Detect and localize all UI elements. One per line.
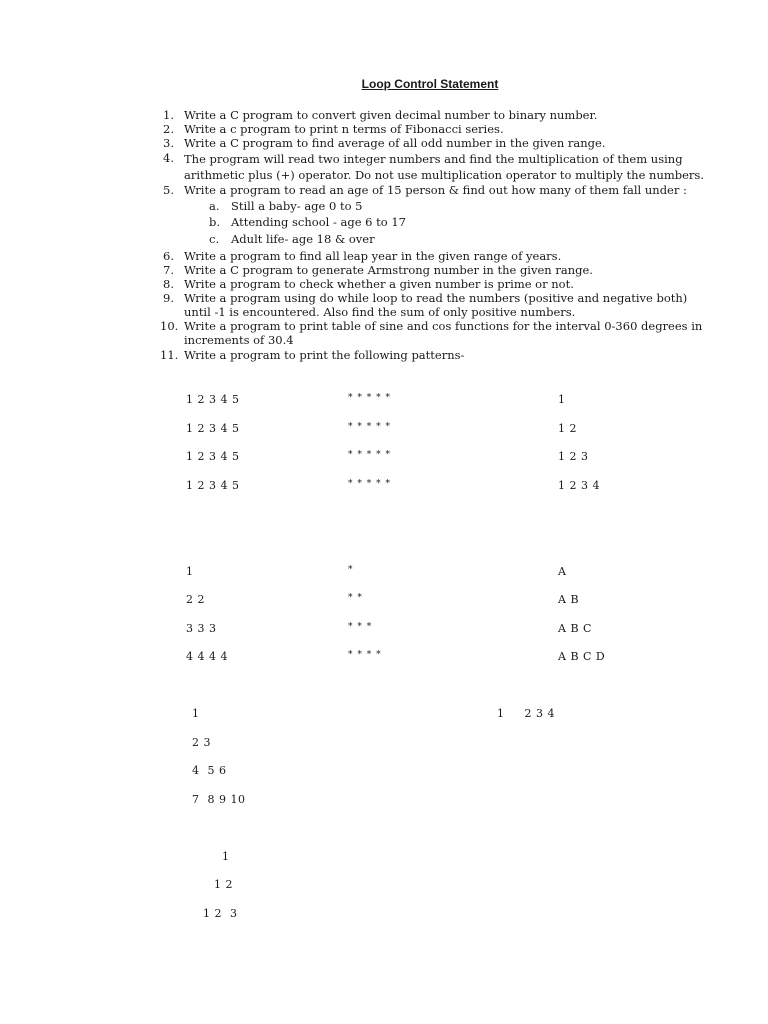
pattern-line: 1 2 3 4 5 bbox=[186, 450, 240, 463]
question-number: 5. bbox=[163, 183, 174, 197]
question-number: 10. bbox=[160, 319, 179, 333]
pattern-line: 4 4 4 4 bbox=[186, 650, 228, 663]
sub-item-text: Attending school - age 6 to 17 bbox=[231, 215, 406, 229]
question-text: Write a C program to convert given decimal number to binary number. bbox=[184, 108, 598, 122]
pattern-line: 2 2 bbox=[186, 593, 205, 606]
pattern-line: 1 bbox=[192, 707, 200, 720]
sub-item-text: Adult life- age 18 & over bbox=[231, 232, 375, 246]
page-title: Loop Control Statement bbox=[361, 77, 499, 91]
question-number: 2. bbox=[163, 122, 174, 136]
question-number: 4. bbox=[163, 151, 174, 165]
question-text: Write a program to check whether a given number is prime or not. bbox=[184, 277, 574, 291]
pattern-line: * * bbox=[348, 593, 363, 603]
question-text: Write a program to print table of sine and cos functions for the interval 0-360 degrees in increments of 30.4 bbox=[184, 319, 703, 347]
question-text: The program will read two integer numbers and find the multiplication of them using arithmetic plus (+) operator. Do not use multiplication operator to multiply the numbers. bbox=[184, 152, 704, 182]
question-text: Write a c program to print n terms of Fibonacci series. bbox=[184, 122, 504, 136]
pattern-line: A B C D bbox=[558, 650, 606, 663]
question-number: 1. bbox=[163, 108, 174, 122]
pattern-line: 1 2 3 4 5 bbox=[186, 479, 240, 492]
question-number: 3. bbox=[163, 136, 174, 150]
question-number: 8. bbox=[163, 277, 174, 291]
question-text: Write a program to print the following patterns- bbox=[184, 348, 465, 362]
sub-item-text: Still a baby- age 0 to 5 bbox=[231, 199, 363, 213]
pattern-line: 1 bbox=[222, 850, 230, 863]
question-number: 6. bbox=[163, 249, 174, 263]
question-text: Write a C program to generate Armstrong number in the given range. bbox=[184, 263, 593, 277]
pattern-line: 1 2 3 bbox=[203, 907, 238, 920]
sub-item-letter: a. bbox=[209, 199, 220, 213]
question-number: 7. bbox=[163, 263, 174, 277]
pattern-line: * * * * * bbox=[348, 393, 391, 403]
pattern-line: * * * * * bbox=[348, 450, 391, 460]
pattern-line: 1 2 3 4 bbox=[558, 479, 600, 492]
pattern-line: 7 8 9 10 bbox=[192, 793, 246, 806]
question-text: Write a C program to find average of all odd number in the given range. bbox=[184, 136, 606, 150]
pattern-line: 3 3 3 bbox=[186, 622, 217, 635]
pattern-line: 2 3 bbox=[192, 736, 211, 749]
pattern-line: 1 2 3 bbox=[558, 450, 589, 463]
pattern-line: 1 2 3 4 5 bbox=[186, 393, 240, 406]
pattern-line: A bbox=[558, 565, 567, 578]
pattern-line: 1 bbox=[558, 393, 566, 406]
pattern-line: 1 2 3 4 bbox=[497, 707, 555, 720]
pattern-line: 1 2 bbox=[558, 422, 577, 435]
pattern-line: 4 5 6 bbox=[192, 764, 227, 777]
question-number: 9. bbox=[163, 291, 174, 305]
pattern-line: 1 bbox=[186, 565, 194, 578]
pattern-line: * * * * bbox=[348, 650, 382, 660]
question-text: Write a program to read an age of 15 person & find out how many of them fall under : bbox=[184, 183, 687, 197]
pattern-line: 1 2 bbox=[214, 878, 233, 891]
pattern-line: A B bbox=[558, 593, 580, 606]
pattern-line: 1 2 3 4 5 bbox=[186, 422, 240, 435]
pattern-line: * bbox=[348, 565, 354, 575]
sub-item-letter: c. bbox=[209, 232, 220, 246]
pattern-line: * * * bbox=[348, 622, 373, 632]
pattern-line: A B C bbox=[558, 622, 592, 635]
question-text: Write a program using do while loop to read the numbers (positive and negative both) until -1 is encountered. Also find the sum of only positive numbers. bbox=[184, 291, 688, 319]
pattern-line: * * * * * bbox=[348, 422, 391, 432]
sub-item-letter: b. bbox=[209, 215, 221, 229]
pattern-line: * * * * * bbox=[348, 479, 391, 489]
question-text: Write a program to find all leap year in the given range of years. bbox=[184, 249, 562, 263]
question-number: 11. bbox=[160, 348, 179, 362]
